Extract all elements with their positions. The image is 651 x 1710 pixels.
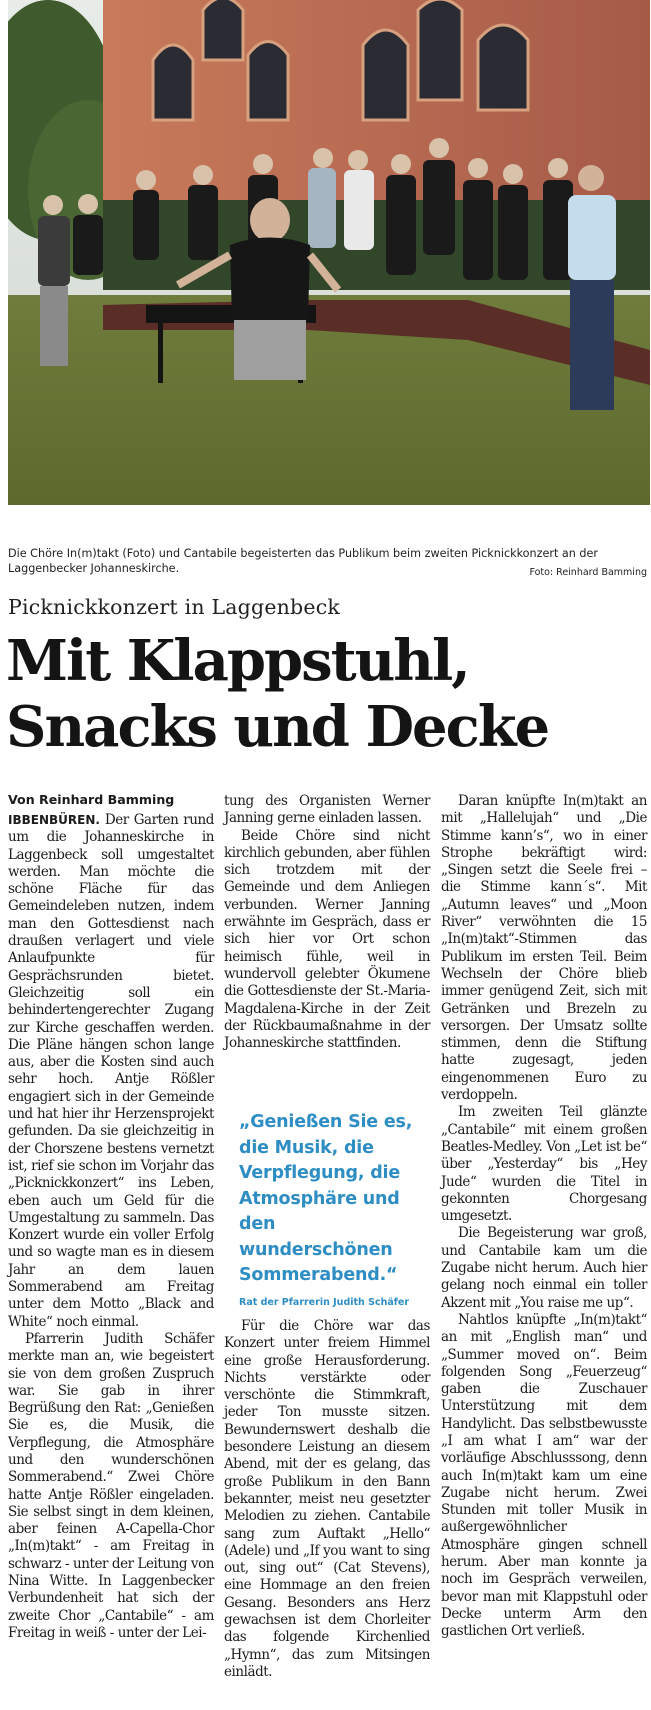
article-paragraph: Die Begeisterung war groß, und Cantabile kam um die Zugabe nicht herum. Auch hier gelang noch einmal ein toller Akzent mit „You raise me up“. [441,1225,647,1311]
article-column-3 [441,793,647,1641]
photo-caption: Die Chöre In(m)takt (Foto) und Cantabile begeisterten das Publikum beim zweiten Picknickkonzert an der Laggenbecker Johanneskirche. [8,547,598,575]
dateline: IBBENBÜREN. [8,813,100,827]
byline: Von Reinhard Bamming [8,792,175,807]
article-paragraph [8,812,214,1331]
photo-credit: Foto: Reinhard Bamming [529,567,647,578]
article-photo [8,0,650,505]
article-column-2-lower [224,1318,430,1681]
headline-line-2: Snacks und Decke [6,694,549,760]
article-column-2 [224,793,430,1052]
pullquote-source: Rat der Pfarrerin Judith Schäfer [239,1296,410,1308]
article-paragraph: Für die Chöre war das Konzert unter freiem Himmel eine große Herausforderung. Nichts verstärkte oder verschönte die Stimmkraft, jeder Ton musste sitzen. Bewundernswert deshalb die besondere Leistung an diesem Abend, mit der es gelang, das große Publikum in den Bann bekannter, meist neu gesetzter Melodien zu ziehen. Cantabile sang zum Auftakt „Hello“ (Adele) und „If you want to sing out, sing out“ (Cat Stevens), eine Hommage an den freien Gesang. Besonders ans Herz gewachsen ist dem Chorleiter das folgende Kirchenlied „Hymn“, das zum Mitsingen einlädt. [224,1318,430,1680]
article-paragraph: Daran knüpfte In(m)takt an mit „Hallelujah“ und „Die Stimme kann’s“, wo in einer Strophe bekräftigt wird: „Singen setzt die Seele frei – die Stimme kann´s“. Mit „Autumn leaves“ und „Moon River“ verwöhnten die 15 „In(m)takt“-Stimmen das Publikum im ersten Teil. Beim Wechseln der Chöre blieb immer genügend Zeit, sich mit Getränken und Brezeln zu versorgen. Der Umsatz sollte stimmen, denn die Stiftung hatte zugesagt, jeden eingenommenen Euro zu verdoppeln. [441,793,647,1104]
article-paragraph: Im zweiten Teil glänzte „Cantabile“ mit einem großen Beatles-Medley. Von „Let ist be“ über „Yesterday“ bis „Hey Jude“ wurden die Titel in gekonnten Chorgesang umgesetzt. [441,1104,647,1225]
pullquote-text: „Genießen Sie es, die Musik, die Verpflegung, die Atmosphäre und den wunderschönen Sommerabend.“ [239,1112,413,1285]
headline [6,628,646,760]
article-paragraph: Nahtlos knüpfte „In(m)takt“ an mit „English man“ und „Summer moved on“. Beim folgenden Song „Feuerzeug“ gaben die Zuschauer Unterstützung mit dem Handylicht. Das selbstbewusste „I am what I am“ war der vorläufige Abschlusssong, denn auch In(m)takt kam um eine Zugabe nicht herum. Zwei Stunden mit toller Musik in außergewöhnlicher Atmosphäre gingen schnell herum. Aber man konnte ja noch im Gespräch verweilen, bevor man mit Klappstuhl oder Decke unterm Arm den gastlichen Ort verließ. [441,1311,647,1640]
pullquote [239,1110,429,1308]
article-paragraph: tung des Organisten Werner Janning gerne einladen lassen. [224,793,430,827]
article-column-1 [8,812,214,1642]
article-paragraph: Pfarrerin Judith Schäfer merkte man an, wie begeistert sie von dem großen Zuspruch war. Sie gab in ihrer Begrüßung den Rat: „Genießen Sie es, die Musik, die Verpflegung, die Atmosphäre und den wunderschönen Sommerabend.“ Zwei Chöre hatte Antje Rößler eingeladen. Sie selbst singt in dem kleinen, aber feinen A-Capella-Chor „In(m)takt“ - am Freitag in schwarz - unter der Leitung von Nina Witte. In Laggenbecker Verbundenheit hat sich der zweite Chor „Cantabile“ - am Freitag in weiß - unter der Lei- [8,1330,214,1641]
headline-line-1: Mit Klappstuhl, [6,628,469,694]
paragraph-text: Der Garten rund um die Johanneskirche in Laggenbeck soll umgestaltet werden. Man möchte die schöne Fläche für das Gemeindeleben nutzen, indem man den Gottesdienst nach draußen verlagert und viele Anlaufpunkte für Gesprächsrunden bietet. Gleichzeitig soll ein behindertengerechter Zugang zur Kirche geschaffen werden. Die Pläne hängen schon lange aus, aber die Kosten sind auch sehr hoch. Antje Rößler engagiert sich in der Gemeinde und hat hier ihr Herzensprojekt gefunden. Da sie gleichzeitig in der Chorszene bestens vernetzt ist, rief sie schon im Vorjahr das „Picknickkonzert“ ins Leben, eben auch um Geld für die Umgestaltung zu sammeln. Das Konzert wurde ein voller Erfolg und so wagte man es in diesem Jahr an dem lauen Sommerabend am Freitag unter dem Motto „Black and White“ noch einmal. [8,812,214,1330]
kicker: Picknickkonzert in Laggenbeck [8,595,341,619]
article-paragraph: Beide Chöre sind nicht kirchlich gebunden, aber fühlen sich trotzdem mit der Gemeinde und dem Anliegen verbunden. Werner Janning erwähnte im Gespräch, dass er sich hier vor Ort schon heimisch fühle, weil in wundervoll gelebter Ökumene die Gottesdienste der St.-Maria-Magdalena-Kirche in der Zeit der Rückbaumaßnahme in der Johanneskirche stattfinden. [224,827,430,1052]
choir-photo-illustration [8,0,650,505]
